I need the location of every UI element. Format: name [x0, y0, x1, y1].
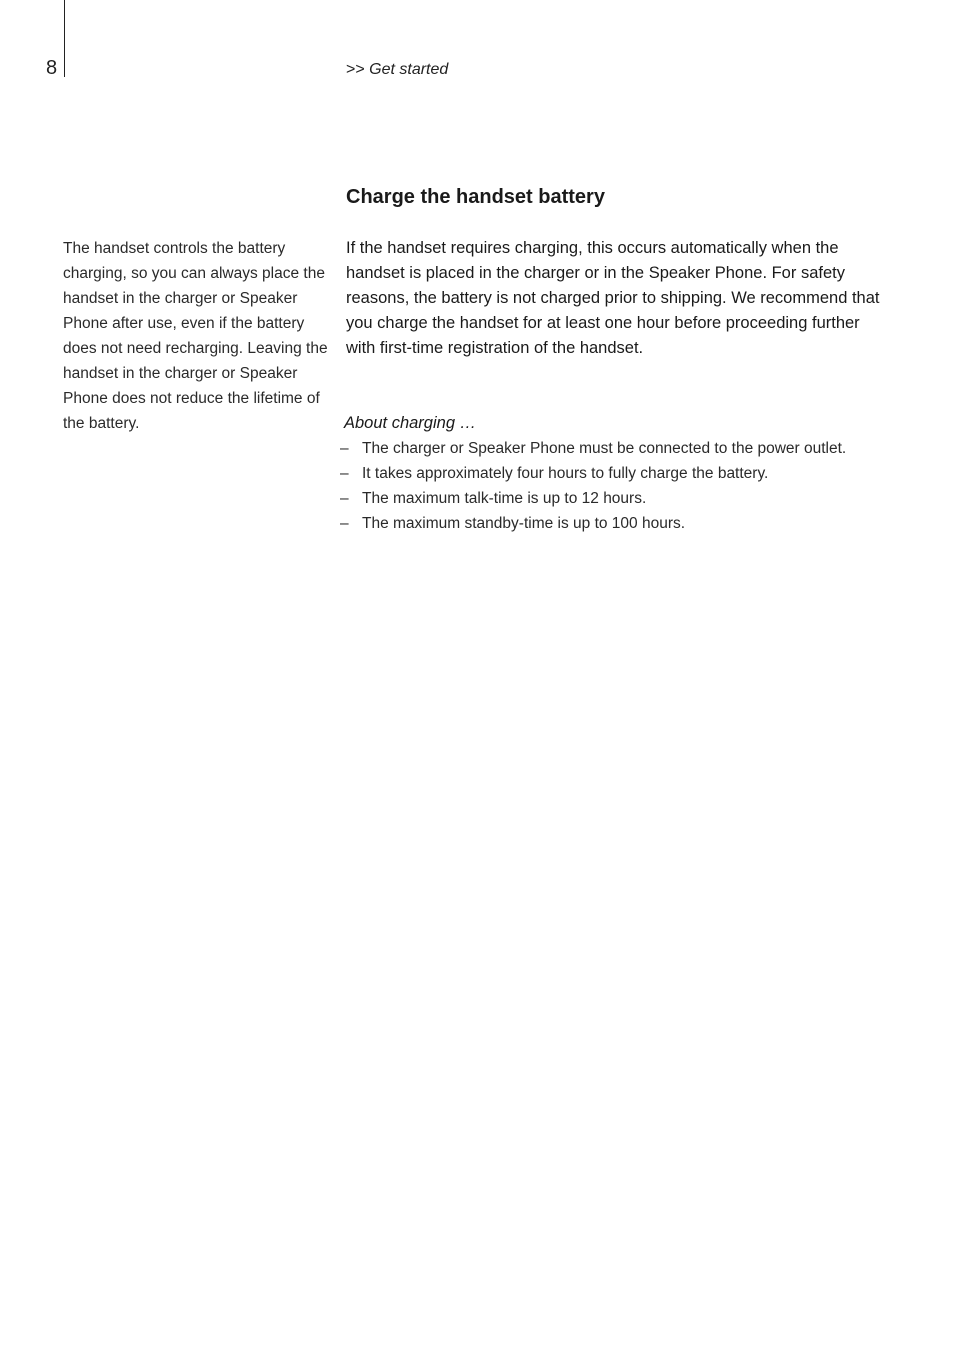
list-item	[340, 486, 900, 511]
bullet-dash: –	[340, 490, 349, 507]
page-number: 8	[46, 57, 58, 79]
charging-facts-list	[340, 436, 900, 536]
bullet-dash: –	[340, 465, 349, 482]
breadcrumb-section: Get started	[369, 61, 449, 78]
section-title: Charge the handset battery	[346, 186, 605, 208]
page-divider-rule	[64, 0, 65, 77]
sidebar-note: The handset controls the battery charging, so you can always place the handset in the charger or Speaker Phone after use, even if the battery does not need recharging. Leaving the handset in the charger or Speaker Phone does not reduce the lifetime of the battery.	[63, 240, 328, 432]
list-item-text: It takes approximately four hours to fully charge the battery.	[362, 465, 769, 482]
list-item	[340, 461, 900, 486]
list-item-text: The charger or Speaker Phone must be connected to the power outlet.	[362, 440, 847, 457]
list-item	[340, 436, 900, 461]
list-item	[340, 511, 900, 536]
breadcrumb-marker: >>	[346, 61, 365, 78]
bullet-dash: –	[340, 440, 349, 457]
list-item-text: The maximum talk-time is up to 12 hours.	[362, 490, 647, 507]
list-item-text: The maximum standby-time is up to 100 hours.	[362, 515, 686, 532]
breadcrumb	[346, 59, 448, 81]
about-charging-subheading: About charging …	[344, 414, 477, 432]
body-paragraph: If the handset requires charging, this occurs automatically when the handset is placed in the charger or in the Speaker Phone. For safety reasons, the battery is not charged prior to shipping. We recommend that you charge the handset for at least one hour before proceeding further with first-time registration of the handset.	[346, 239, 880, 357]
bullet-dash: –	[340, 515, 349, 532]
